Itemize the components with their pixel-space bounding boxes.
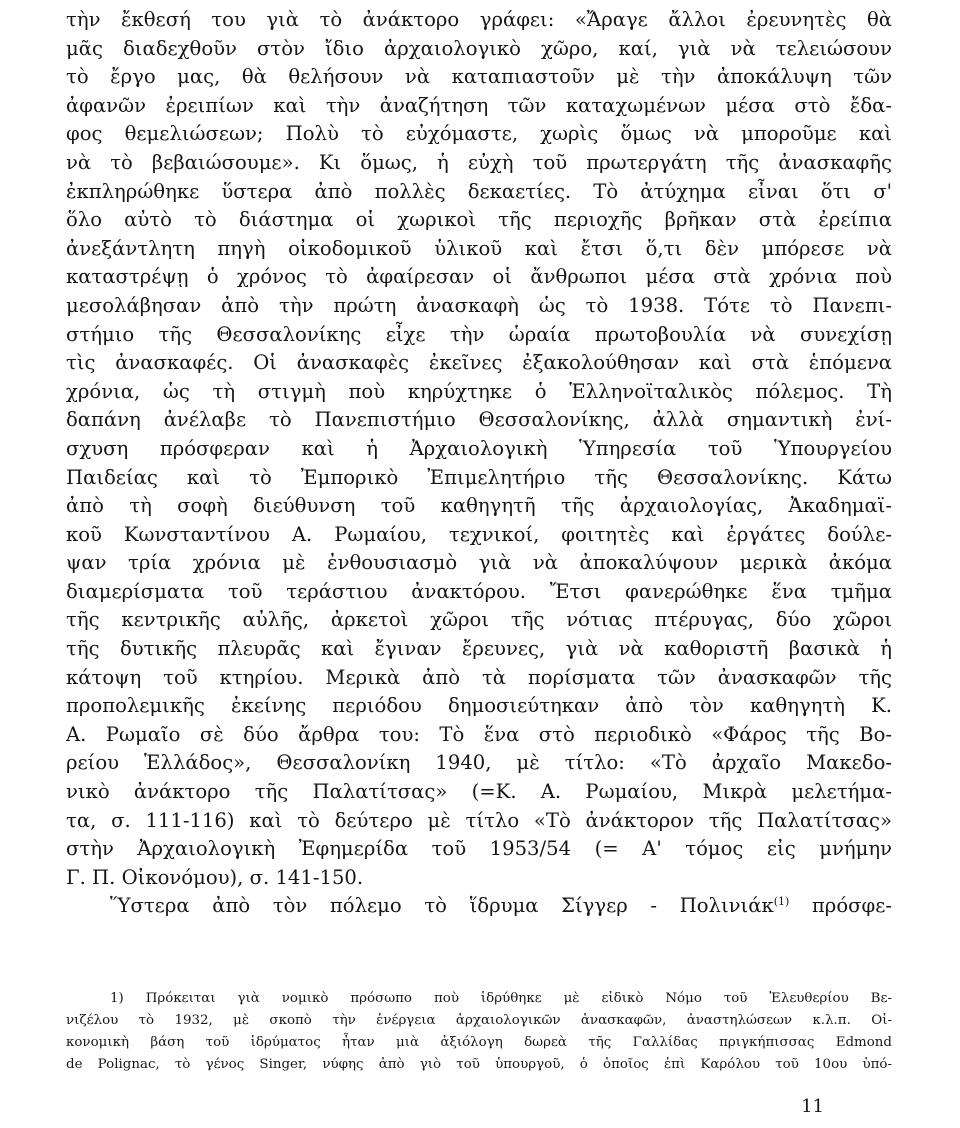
text-line: ἀπὸ τὴ σοφὴ διεύθυνση τοῦ καθηγητῆ τῆς ἀρχαιολογίας, Ἀκαδημαϊ- [66,494,892,518]
text-line: τα, σ. 111-116) καὶ τὸ δεύτερο μὲ τίτλο «Τὸ ἀνάκτορον τῆς Παλατίτσας» [66,808,892,832]
text-line: νὰ τὸ βεβαιώσουμε». Κι ὅμως, ἡ εὐχὴ τοῦ πρωτεργάτη τῆς ἀνασκαφῆς [66,150,892,174]
text-line: καταστρέψῃ ὁ χρόνος τὸ ἀφαίρεσαν οἱ ἄνθρωποι μέσα στὰ χρόνια ποὺ [66,265,892,289]
page-number: 11 [801,1096,824,1117]
text-line: ὅλο αὐτὸ τὸ διάστημα οἱ χωρικοὶ τῆς περιοχῆς βρῆκαν στὰ ἐρείπια [66,208,892,232]
text-line: τὸ ἔργο μας, θὰ θελήσουν νὰ καταπιαστοῦν μὲ τὴν ἀποκάλυψη τῶν [66,65,892,89]
paragraph-start-line [66,892,892,921]
footnotes [66,988,892,1076]
text-line: τὴν ἔκθεσή του γιὰ τὸ ἀνάκτορο γράφει: «Ἄραγε ἄλλοι ἐρευνητὲς θὰ [66,8,892,31]
text-line: δαπάνη ἀνέλαβε τὸ Πανεπιστήμιο Θεσσαλονίκης, ἀλλὰ σημαντικὴ ἐνί- [66,408,892,432]
footnote-marker: (1) [773,895,790,909]
text-line: Α. Ρωμαῖο σὲ δύο ἄρθρα του: Τὸ ἕνα στὸ περιοδικὸ «Φάρος τῆς Βο- [66,722,892,746]
text-line: νικὸ ἀνάκτορο τῆς Παλατίτσας» (=Κ. Α. Ρωμαίου, Μικρὰ μελετήμα- [66,780,892,804]
text-line: κάτοψη τοῦ κτηρίου. Μερικὰ ἀπὸ τὰ πορίσματα τῶν ἀνασκαφῶν τῆς [66,665,892,689]
text-line: διαμερίσματα τοῦ τεράστιου ἀνακτόρου. Ἔτσι φανερώθηκε ἕνα τμῆμα [66,579,892,603]
text-line: φος θεμελιώσεων; Πολὺ τὸ εὐχόμαστε, χωρὶς ὅμως νὰ μποροῦμε καὶ [66,122,892,146]
footnote-line: de Polignac, τὸ γένος Singer, νύφης ἀπὸ γιὸ τοῦ ὑπουργοῦ, ὁ ὁποῖος ἐπὶ Καρόλου τοῦ 10ου ὑπό- [66,1057,892,1072]
text-line: κοῦ Κωνσταντίνου Α. Ρωμαίου, τεχνικοί, φοιτητὲς καὶ ἐργάτες δούλε- [66,522,892,546]
text-line: Παιδείας καὶ τὸ Ἐμπορικὸ Ἐπιμελητήριο τῆς Θεσσαλονίκης. Κάτω [66,465,892,489]
line-text: Ὕστερα ἀπὸ τὸν πόλεμο τὸ ἵδρυμα Σίγγερ - Πολινιάκ [110,894,774,918]
footnote-line: κονομικὴ βάση τοῦ ἱδρύματος ἦταν μιὰ ἀξιόλογη δωρεὰ τῆς Γαλλίδας πριγκήπισσας Edmond [66,1035,892,1050]
text-line: στήμιο τῆς Θεσσαλονίκης εἶχε τὴν ὡραία πρωτοβουλία νὰ συνεχίσῃ [66,322,892,346]
text-line: Γ. Π. Οἰκονόμου), σ. 141-150. [66,865,364,889]
footnote-line: νιζέλου τὸ 1932, μὲ σκοπὸ τὴν ἐνέργεια ἀρχαιολογικῶν ἀνασκαφῶν, ἀναστηλώσεων κ.λ.π. Οἰ- [66,1013,892,1028]
text-line: σχυση πρόσφεραν καὶ ἡ Ἀρχαιολογικὴ Ὑπηρεσία τοῦ Ὑπουργείου [66,436,892,460]
text-line: στὴν Ἀρχαιολογικὴ Ἐφημερίδα τοῦ 1953/54 (= Α' τόμος εἰς μνήμην [66,837,892,861]
text-line: χρόνια, ὡς τὴ στιγμὴ ποὺ κηρύχτηκε ὁ Ἑλληνοϊταλικὸς πόλεμος. Τὴ [66,379,892,403]
footnote-1-start: 1) Πρόκειται γιὰ νομικὸ πρόσωπο ποὺ ἱδρύθηκε μὲ εἰδικὸ Νόμο τοῦ Ἐλευθερίου Βε- [110,991,892,1006]
text-line: ἀφανῶν ἐρειπίων καὶ τὴν ἀναζήτηση τῶν καταχωμένων μέσα στὸ ἔδα- [66,93,892,117]
text-line: ρείου Ἑλλάδος», Θεσσαλονίκη 1940, μὲ τίτλο: «Τὸ ἀρχαῖο Μακεδο- [66,751,892,775]
body-text [66,6,892,921]
text-line: ψαν τρία χρόνια μὲ ἐνθουσιασμὸ γιὰ νὰ ἀποκαλύψουν μερικὰ ἀκόμα [66,551,892,575]
text-line: μεσολάβησαν ἀπὸ τὴν πρώτη ἀνασκαφὴ ὡς τὸ 1938. Τότε τὸ Πανεπι- [66,293,892,317]
text-line: ἀνεξάντλητη πηγὴ οἰκοδομικοῦ ὑλικοῦ καὶ ἔτσι ὅ,τι δὲν μπόρεσε νὰ [66,236,892,260]
text-line: ἐκπληρώθηκε ὕστερα ἀπὸ πολλὲς δεκαετίες. Τὸ ἀτύχημα εἶναι ὅτι σ' [66,179,892,203]
text-line: μᾶς διαδεχθοῦν στὸν ἴδιο ἀρχαιολογικὸ χῶρο, καί, γιὰ νὰ τελειώσουν [66,36,892,60]
text-line: τὶς ἀνασκαφές. Οἱ ἀνασκαφὲς ἐκεῖνες ἐξακολούθησαν καὶ στὰ ἑπόμενα [66,351,892,375]
text-line: προπολεμικῆς ἐκείνης περιόδου δημοσιεύτηκαν ἀπὸ τὸν καθηγητὴ Κ. [66,694,892,718]
text-line: τῆς κεντρικῆς αὐλῆς, ἀρκετοὶ χῶροι τῆς νότιας πτέρυγας, δύο χῶροι [66,608,892,632]
line-text-tail: πρόσφε- [789,894,892,918]
text-line: τῆς δυτικῆς πλευρᾶς καὶ ἔγιναν ἔρευνες, γιὰ νὰ καθοριστῆ βασικὰ ἡ [66,637,892,661]
